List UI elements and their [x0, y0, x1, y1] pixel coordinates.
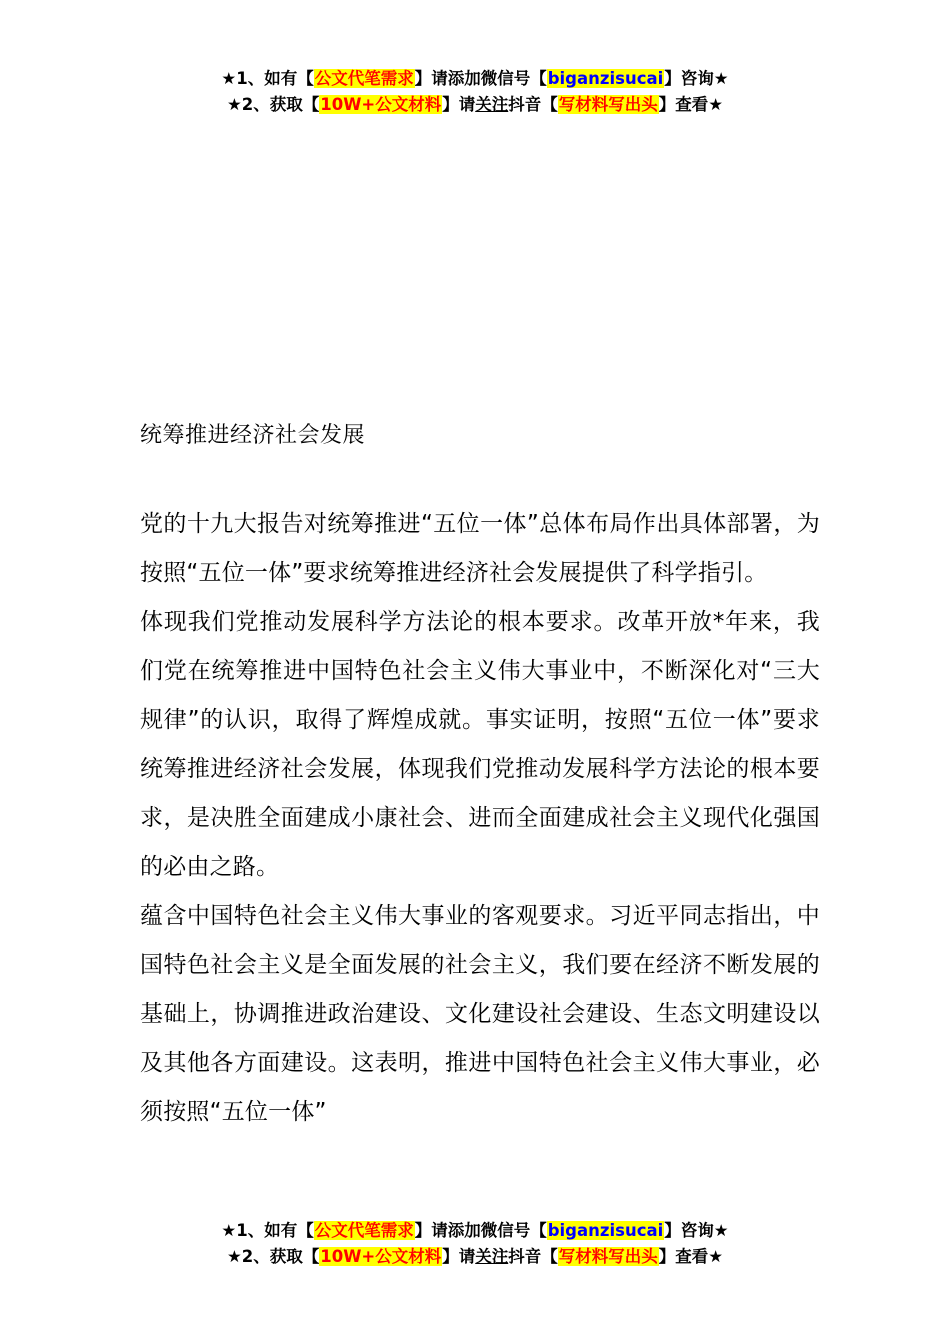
promo-segment: 写材料写出头 [558, 95, 658, 114]
promo-segment: 写材料写出头 [558, 1247, 658, 1266]
promo-segment: ★2、获取【 [226, 95, 320, 114]
promo-segment: 公文代笔需求 [314, 1221, 414, 1240]
promo-segment: 】查看★ [658, 1247, 724, 1266]
promo-segment: 抖音【 [508, 1247, 558, 1266]
promo-segment: 关注 [475, 95, 509, 114]
promo-segment: 10W+公文材料 [320, 95, 442, 114]
promo-segment: biganzisucai [547, 1221, 664, 1240]
document-paragraph: 党的十九大报告对统筹推进“五位一体”总体布局作出具体部署，为按照“五位一体”要求统筹推进经济社会发展提供了科学指引。 [140, 511, 820, 586]
promo-segment: 】请 [442, 95, 476, 114]
promo-segment: 】咨询★ [664, 69, 729, 88]
document-paragraph: 体现我们党推动发展科学方法论的根本要求。改革开放*年来，我们党在统筹推进中国特色社会主义伟大事业中，不断深化对“三大规律”的认识，取得了辉煌成就。事实证明，按照“五位一体”要求统筹推进经济社会发展，体现我们党推动发展科学方法论的根本要求，是决胜全面建成小康社会、进而全面建成社会主义现代化强国的必由之路。 [140, 609, 820, 880]
promo-segment: 】请 [442, 1247, 476, 1266]
promo-line-2-header [0, 92, 950, 118]
promo-segment: ★2、获取【 [226, 1247, 320, 1266]
document-paragraph: 蕴含中国特色社会主义伟大事业的客观要求。习近平同志指出，中国特色社会主义是全面发展的社会主义，我们要在经济不断发展的基础上，协调推进政治建设、文化建设社会建设、生态文明建设以及其他各方面建设。这表明，推进中国特色社会主义伟大事业，必须按照“五位一体” [140, 903, 820, 1125]
promo-segment: 抖音【 [508, 95, 558, 114]
promo-banner-header [0, 66, 950, 118]
promo-segment: 】查看★ [658, 95, 724, 114]
promo-segment: 10W+公文材料 [320, 1247, 442, 1266]
promo-segment: 】请添加微信号【 [414, 1221, 547, 1240]
promo-segment: 关注 [475, 1247, 509, 1266]
promo-line-2-footer [0, 1244, 950, 1270]
page-title: 统筹推进经济社会发展 [140, 423, 366, 448]
promo-segment: ★1、如有【 [221, 1221, 314, 1240]
promo-segment: biganzisucai [547, 69, 664, 88]
promo-line-1-header [0, 66, 950, 92]
promo-segment: 】咨询★ [664, 1221, 729, 1240]
promo-banner-footer [0, 1218, 950, 1270]
promo-segment: 公文代笔需求 [314, 69, 414, 88]
promo-line-1-footer [0, 1218, 950, 1244]
document-body [140, 418, 820, 1137]
promo-segment: 】请添加微信号【 [414, 69, 547, 88]
promo-segment: ★1、如有【 [221, 69, 314, 88]
